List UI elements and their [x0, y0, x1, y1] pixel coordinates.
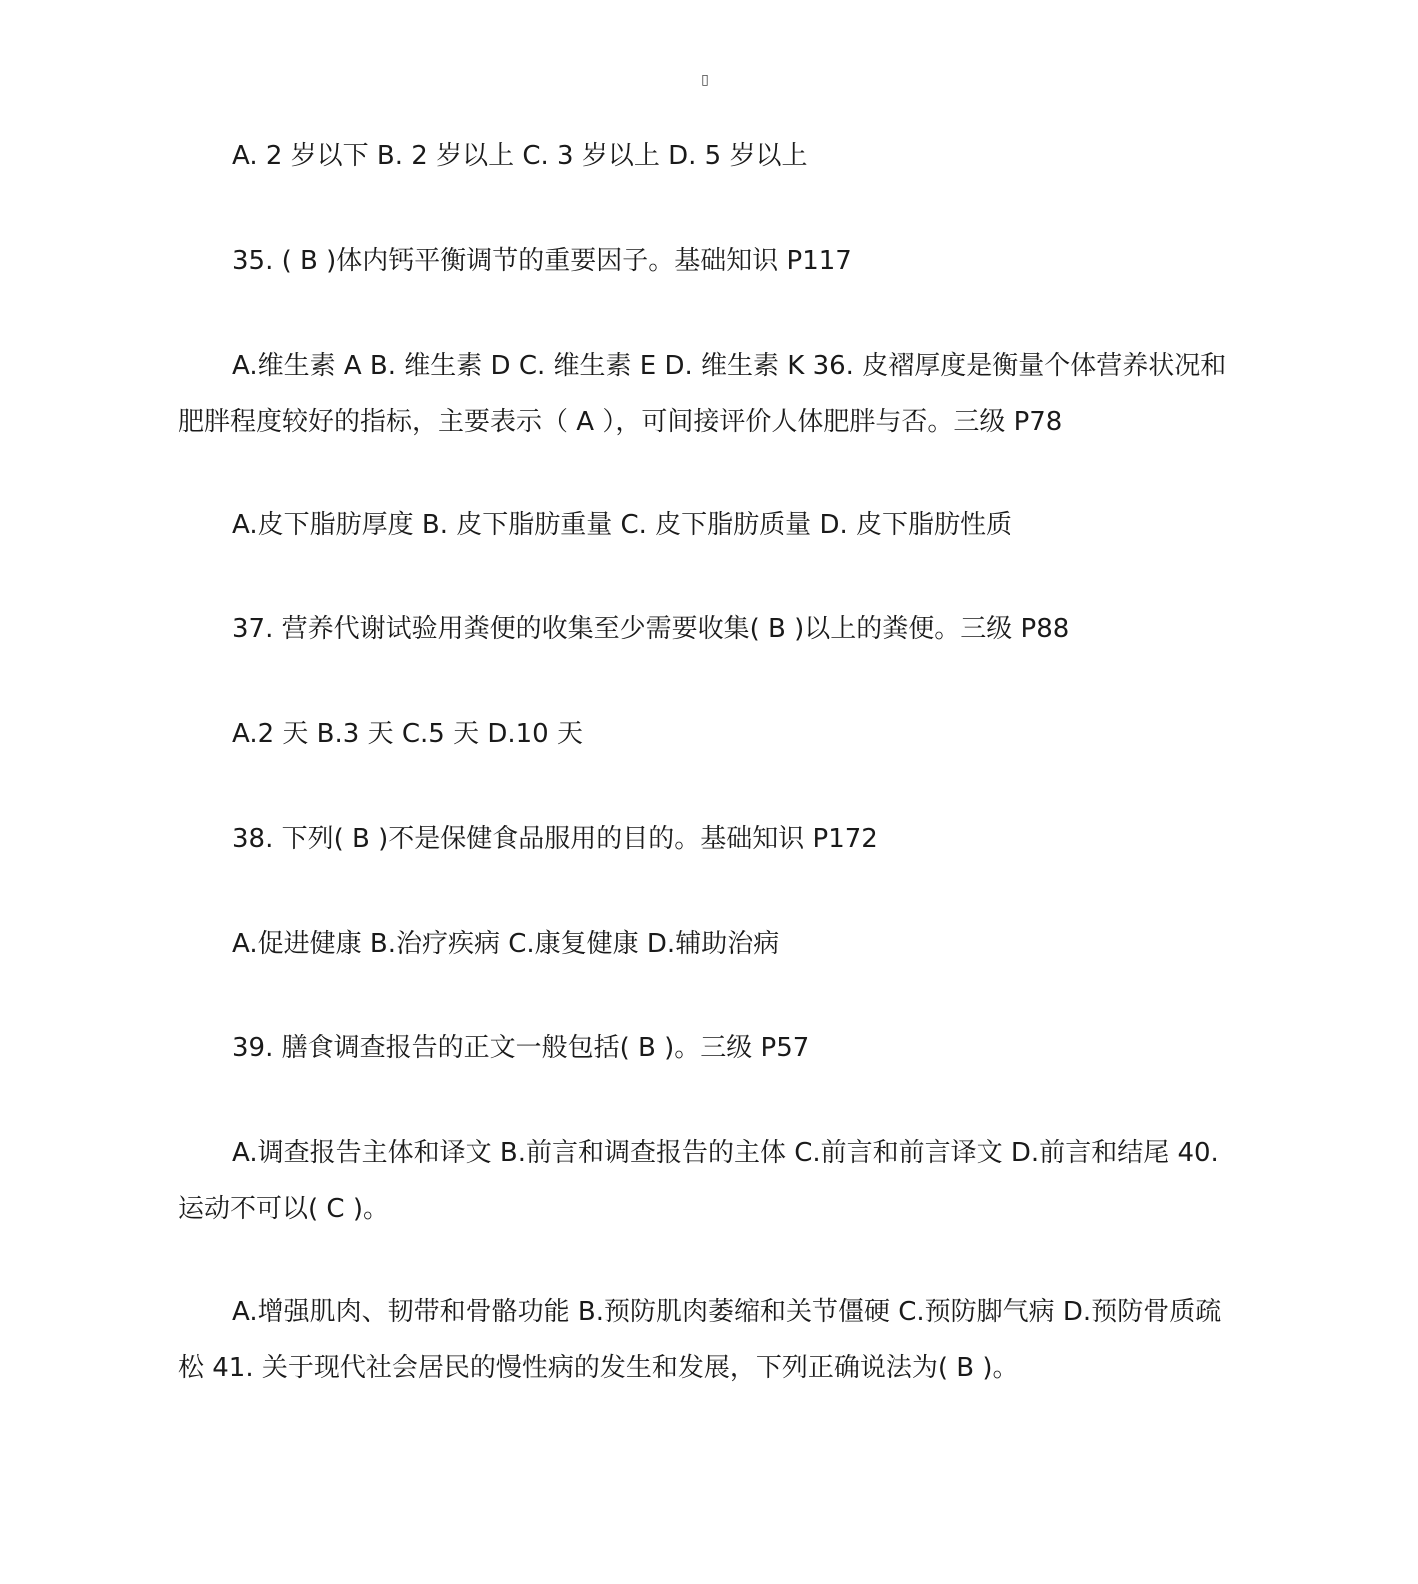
answer-options-38: A.促进健康 B.治疗疾病 C.康复健康 D.辅助治病 [232, 929, 780, 959]
question-37: 37. 营养代谢试验用粪便的收集至少需要收集( B )以上的粪便。三级 P88 [232, 614, 1070, 644]
question-38: 38. 下列( B )不是保健食品服用的目的。基础知识 P172 [232, 824, 878, 854]
answer-options-35-question-36: A.维生素 A B. 维生素 D C. 维生素 E D. 维生素 K 36. 皮褶厚度是衡量个体营养状况和肥胖程度较好的指标，主要表示（ A ），可间接评价人体肥胖与否。三级 P78 [178, 351, 1227, 437]
answer-options-34: A. 2 岁以下 B. 2 岁以上 C. 3 岁以上 D. 5 岁以上 [232, 141, 808, 171]
answer-options-37: A.2 天 B.3 天 C.5 天 D.10 天 [232, 719, 583, 749]
answer-options-39-question-40: A.调查报告主体和译文 B.前言和调查报告的主体 C.前言和前言译文 D.前言和结尾 40. 运动不可以( C )。 [178, 1138, 1219, 1224]
answer-options-40-question-41: A.增强肌肉、韧带和骨骼功能 B.预防肌肉萎缩和关节僵硬 C.预防脚气病 D.预防骨质疏松 41. 关于现代社会居民的慢性病的发生和发展，下列正确说法为( B )。 [178, 1297, 1222, 1383]
question-39: 39. 膳食调查报告的正文一般包括( B )。三级 P57 [232, 1033, 810, 1063]
question-35: 35. ( B )体内钙平衡调节的重要因子。基础知识 P117 [232, 246, 852, 276]
answer-options-36: A.皮下脂肪厚度 B. 皮下脂肪重量 C. 皮下脂肪质量 D. 皮下脂肪性质 [232, 510, 1012, 540]
page-header-glyph: ▯ [701, 72, 709, 88]
